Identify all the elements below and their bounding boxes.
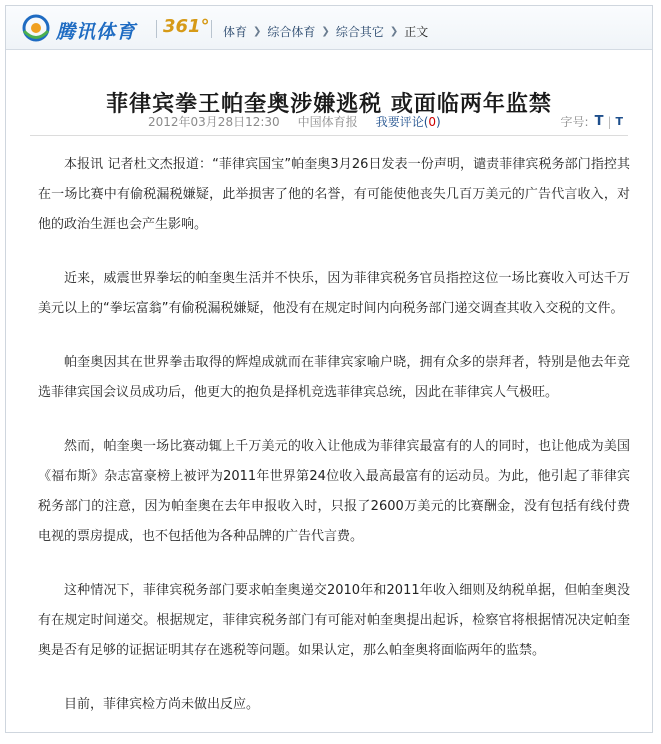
tencent-logo-icon[interactable] bbox=[20, 14, 52, 42]
comment-count: 0 bbox=[428, 115, 437, 129]
header-divider bbox=[30, 135, 628, 136]
article-paragraph: 然而，帕奎奥一场比赛动辄上千万美元的收入让他成为菲律宾最富有的人的同时，也让他成为美国《福布斯》杂志富豪榜上被评为2011年世界第24位收入最高最富有的运动员。为此，他引起了菲律宾税务部门的注意，因为帕奎奥在去年申报收入时，只报了2600万美元的比赛酬金，没有包括有线付费电视的票房提成，也不包括他为各种品牌的广告代言费。 bbox=[38, 439, 630, 544]
article-paragraph: 近来，威震世界拳坛的帕奎奥生活并不快乐，因为菲律宾税务官员指控这位一场比赛收入可达千万美元以上的“拳坛富翁”有偷税漏税嫌疑，他没有在规定时间内向税务部门递交调查其收入交税的文件。 bbox=[38, 271, 630, 316]
font-size-divider: | bbox=[607, 114, 612, 129]
logo-divider bbox=[211, 20, 212, 38]
font-size-control bbox=[561, 113, 623, 130]
logo-divider bbox=[156, 20, 157, 38]
font-size-small-button[interactable]: T bbox=[615, 115, 623, 128]
comment-label: 我要评论 bbox=[375, 115, 424, 129]
breadcrumb-link-other[interactable]: 综合其它 bbox=[335, 24, 384, 39]
breadcrumb-current: 正文 bbox=[404, 24, 429, 39]
article-source: 中国体育报 bbox=[297, 115, 358, 129]
article-title: 菲律宾拳王帕奎奥涉嫌逃税 或面临两年监禁 bbox=[106, 90, 552, 117]
article-paragraph: 本报讯 记者杜文杰报道：“菲律宾国宝”帕奎奥3月26日发表一份声明，谴责菲律宾税务部门指控其在一场比赛中有偷税漏税嫌疑，此举损害了他的名誉，有可能使他丧失几百万美元的广告代言收入，对他的政治生涯也会产生影响。 bbox=[38, 157, 630, 232]
breadcrumb bbox=[223, 23, 428, 39]
partner-logo[interactable]: 361° bbox=[163, 16, 210, 37]
breadcrumb-chevron-icon: ❯ bbox=[253, 25, 262, 37]
article-paragraph: 这种情况下，菲律宾税务部门要求帕奎奥递交2010年和2011年收入细则及纳税单据，但帕奎奥没有在规定时间递交。根据规定，菲律宾税务部门有可能对帕奎奥提出起诉，检察官将根据情况决定帕奎奥是否有足够的证据证明其存在逃税等问题。如果认定，那么帕奎奥将面临两年的监禁。 bbox=[38, 583, 630, 658]
breadcrumb-chevron-icon: ❯ bbox=[321, 25, 330, 37]
site-header bbox=[6, 6, 652, 50]
article-body bbox=[38, 150, 630, 744]
breadcrumb-link-sports[interactable]: 体育 bbox=[223, 24, 248, 39]
article-paragraph: 目前，菲律宾检方尚未做出反应。 bbox=[64, 697, 260, 712]
article-meta bbox=[148, 113, 441, 130]
comment-link[interactable]: 我要评论(0) bbox=[375, 115, 441, 129]
font-size-label: 字号: bbox=[560, 115, 589, 129]
font-size-large-button[interactable]: T bbox=[594, 114, 604, 129]
breadcrumb-chevron-icon: ❯ bbox=[389, 25, 399, 37]
breadcrumb-link-general-sports[interactable]: 综合体育 bbox=[267, 24, 316, 39]
site-logo-text[interactable]: 腾讯体育 bbox=[56, 21, 137, 43]
publish-date: 2012年03月28日12:30 bbox=[148, 115, 280, 129]
article-paragraph: 帕奎奥因其在世界拳击取得的辉煌成就而在菲律宾家喻户晓，拥有众多的崇拜者，特别是他去年竞选菲律宾国会议员成功后，他更大的抱负是择机竞选菲律宾总统，因此在菲律宾人气极旺。 bbox=[38, 355, 630, 400]
